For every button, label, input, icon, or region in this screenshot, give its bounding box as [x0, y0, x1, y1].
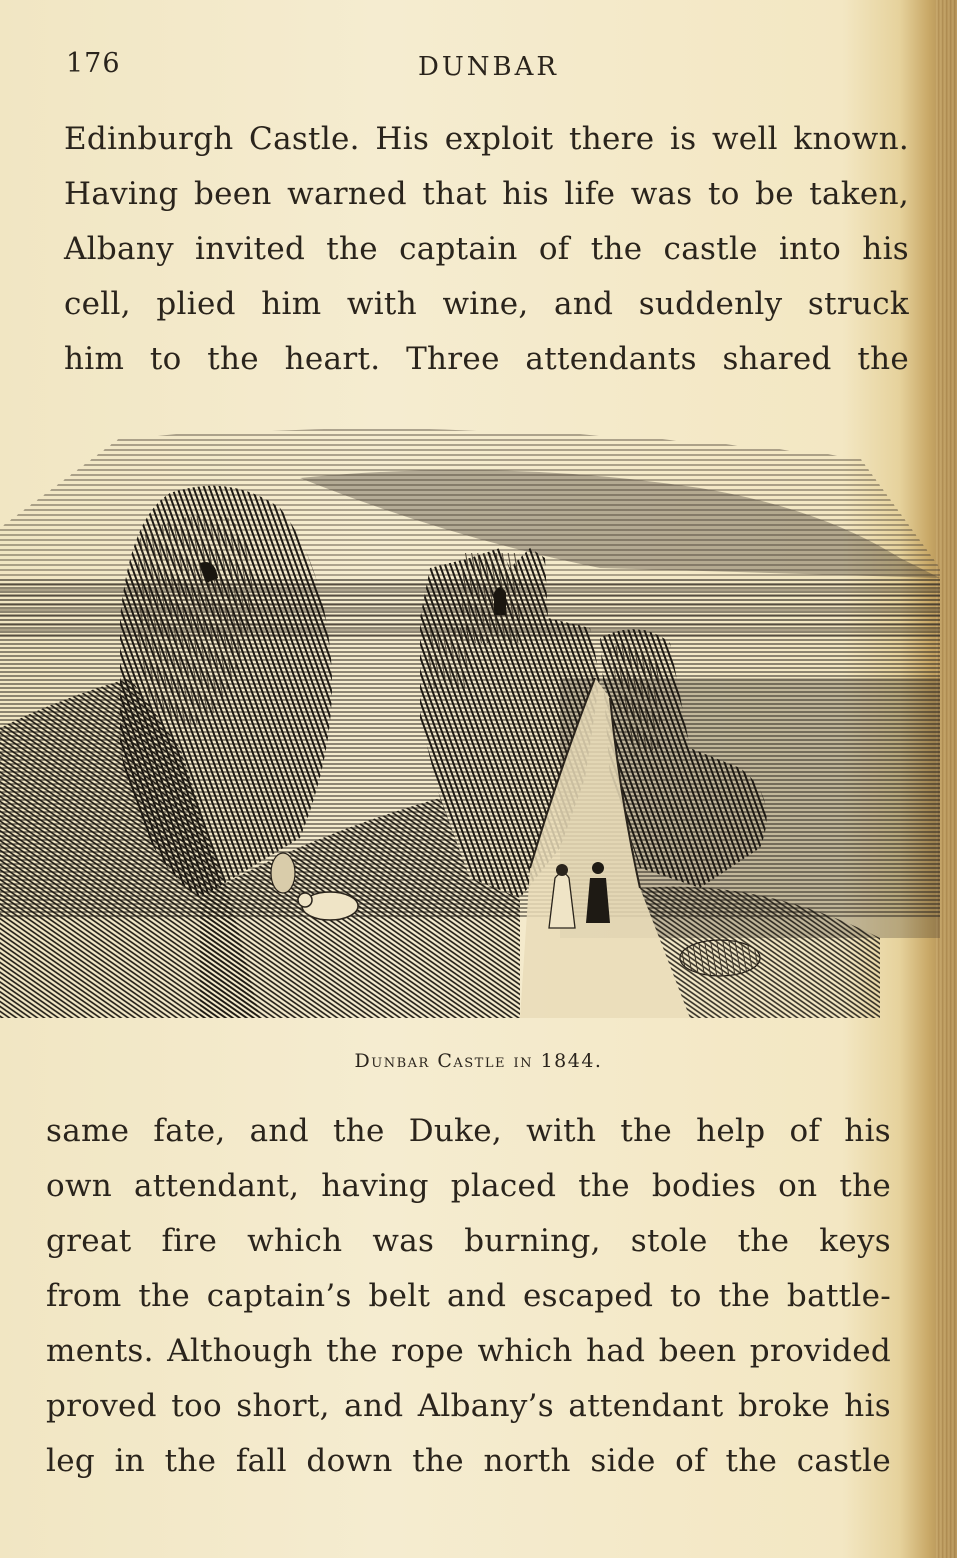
body-text-top: [64, 112, 909, 387]
text-line: own attendant, having placed the bodies on the: [46, 1168, 891, 1204]
page-header: [66, 48, 911, 88]
text-line: Edinburgh Castle. His exploit there is well known.: [64, 121, 909, 157]
text-line: from the captain’s belt and escaped to the battle-: [46, 1278, 891, 1314]
text-line: same fate, and the Duke, with the help of his: [46, 1113, 891, 1149]
body-text-bottom: [46, 1104, 891, 1489]
running-head: DUNBAR: [418, 52, 559, 82]
text-line: proved too short, and Albany’s attendant broke his: [46, 1388, 891, 1424]
text-line: ments. Although the rope which had been provided: [46, 1333, 891, 1369]
illustration-caption: Dunbar Castle in 1844.: [354, 1050, 603, 1072]
page-number: 176: [66, 48, 121, 79]
text-line: leg in the fall down the north side of the castle: [46, 1443, 891, 1479]
text-line: him to the heart. Three attendants shared the: [64, 341, 909, 377]
text-line: Albany invited the captain of the castle into his: [64, 231, 909, 267]
castle-engraving: [0, 418, 940, 1018]
text-line: Having been warned that his life was to be taken,: [64, 176, 909, 212]
text-line: great fire which was burning, stole the keys: [46, 1223, 891, 1259]
text-line: cell, plied him with wine, and suddenly struck: [64, 286, 909, 322]
